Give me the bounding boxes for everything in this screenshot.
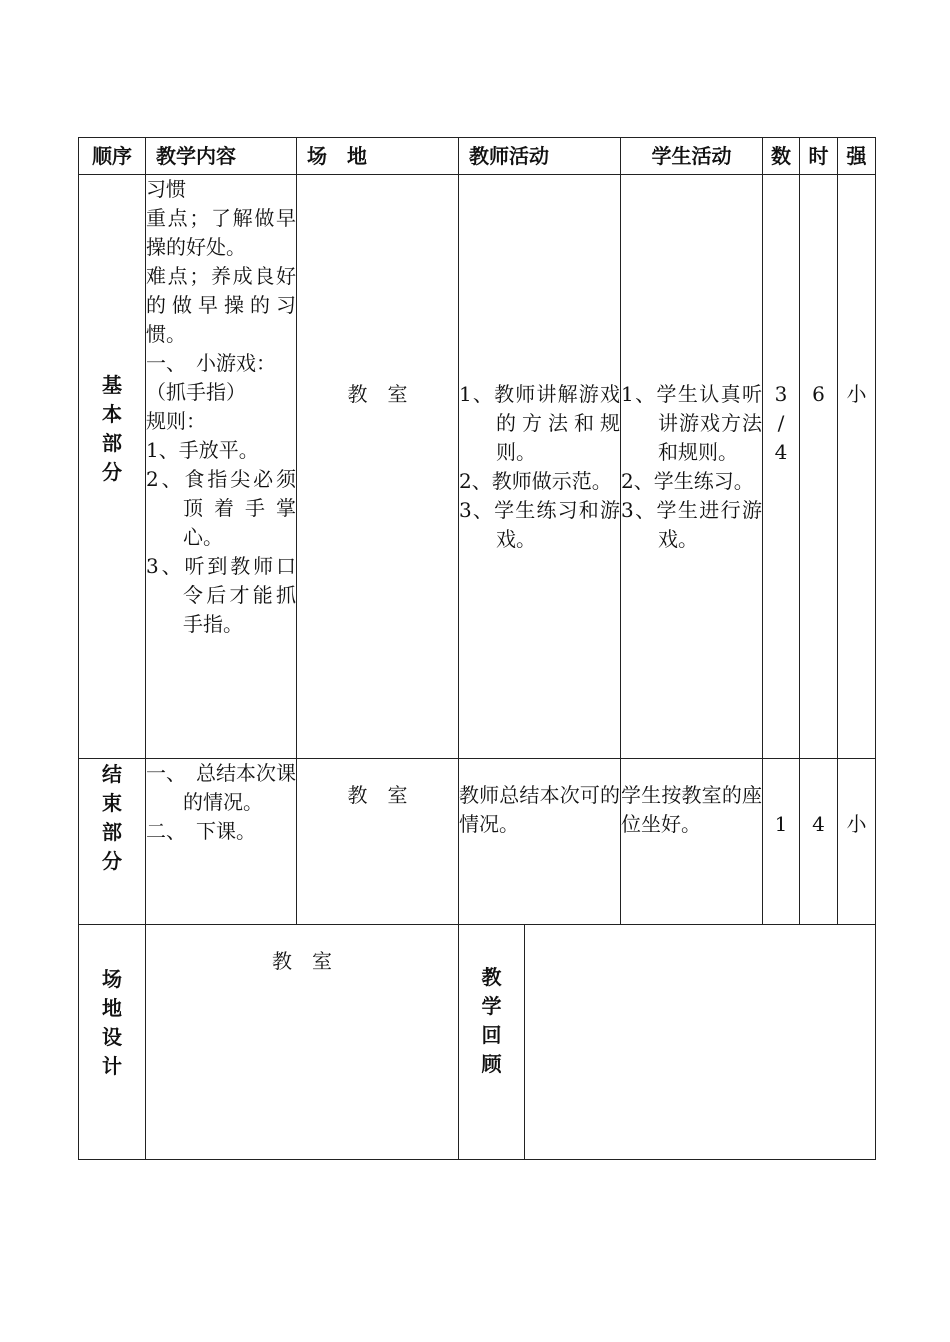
venue-text: 教 室 bbox=[347, 382, 408, 406]
header-time: 时 bbox=[800, 138, 838, 175]
lesson-plan-table bbox=[78, 137, 876, 1160]
content-line: 规则： bbox=[146, 409, 206, 433]
footer-label-char: 场 bbox=[102, 967, 122, 991]
count-char: 4 bbox=[774, 440, 788, 464]
student-activity-basic bbox=[621, 175, 763, 759]
footer-label-char: 学 bbox=[481, 994, 502, 1018]
content-line: 习惯 bbox=[146, 177, 186, 201]
count-ending: 1 bbox=[763, 759, 800, 925]
content-line: 二、 下课。 bbox=[146, 819, 256, 843]
intensity-ending: 小 bbox=[838, 759, 876, 925]
venue-basic bbox=[297, 175, 459, 759]
section-char: 分 bbox=[102, 849, 122, 873]
count-basic bbox=[763, 175, 800, 759]
section-label-basic bbox=[79, 175, 146, 759]
footer-label-char: 顾 bbox=[481, 1052, 502, 1076]
count-char: / bbox=[777, 411, 785, 435]
header-count: 数 bbox=[763, 138, 800, 175]
content-line: （抓手指） bbox=[146, 380, 246, 404]
content-line: 难点；养成良好的做早操的习惯。 bbox=[146, 264, 296, 346]
section-char: 基 bbox=[102, 373, 122, 397]
teacher-item: 1、教师讲解游戏的方法和规则。 bbox=[459, 382, 620, 464]
time-ending: 4 bbox=[800, 759, 838, 925]
header-order: 顺序 bbox=[79, 138, 146, 175]
section-char: 部 bbox=[102, 820, 122, 844]
content-line: 1、手放平。 bbox=[146, 438, 259, 462]
teacher-activity-ending bbox=[459, 759, 621, 925]
content-line: 3、听到教师口令后才能抓手指。 bbox=[146, 554, 296, 636]
teacher-activity-basic bbox=[459, 175, 621, 759]
student-item: 1、学生认真听讲游戏方法和规则。 bbox=[621, 382, 762, 464]
teacher-item: 2、教师做示范。 bbox=[459, 469, 612, 493]
student-item: 2、学生练习。 bbox=[621, 469, 754, 493]
site-design-content bbox=[146, 925, 459, 1160]
count-char: 3 bbox=[774, 382, 788, 406]
section-char: 结 bbox=[102, 762, 122, 786]
content-line: 2、食指尖必须顶着手掌心。 bbox=[146, 467, 296, 549]
header-student-activity: 学生活动 bbox=[621, 138, 763, 175]
content-line: 一、 小游戏： bbox=[146, 351, 276, 375]
student-item: 学生按教室的座位坐好。 bbox=[621, 783, 762, 836]
teacher-item: 教师总结本次可的情况。 bbox=[459, 783, 620, 836]
footer-label-char: 地 bbox=[102, 996, 122, 1020]
header-teacher-activity: 教师活动 bbox=[459, 138, 621, 175]
footer-label-char: 回 bbox=[481, 1023, 502, 1047]
site-design-text: 教 室 bbox=[272, 949, 332, 973]
section-char: 本 bbox=[102, 402, 122, 426]
content-ending bbox=[146, 759, 297, 925]
table-row-ending bbox=[79, 759, 876, 925]
section-char: 部 bbox=[102, 431, 122, 455]
venue-text: 教 室 bbox=[347, 783, 408, 807]
section-char: 束 bbox=[102, 791, 122, 815]
content-basic bbox=[146, 175, 297, 759]
venue-ending bbox=[297, 759, 459, 925]
content-line: 一、 总结本次课的情况。 bbox=[146, 761, 296, 814]
header-intensity: 强 bbox=[838, 138, 876, 175]
intensity-basic: 小 bbox=[838, 175, 876, 759]
teaching-review-cell bbox=[459, 925, 876, 1160]
footer-label-char: 计 bbox=[102, 1054, 122, 1078]
content-line: 重点；了解做早操的好处。 bbox=[146, 206, 296, 259]
teacher-item: 3、学生练习和游戏。 bbox=[459, 498, 620, 551]
student-activity-ending bbox=[621, 759, 763, 925]
header-content: 教学内容 bbox=[146, 138, 297, 175]
table-row-basic bbox=[79, 175, 876, 759]
footer-label-char: 设 bbox=[102, 1025, 122, 1049]
teaching-review-label bbox=[459, 925, 525, 1159]
header-venue: 场 地 bbox=[297, 138, 459, 175]
teaching-review-content bbox=[525, 925, 876, 1159]
table-row-footer bbox=[79, 925, 876, 1160]
table-header-row bbox=[79, 138, 876, 175]
footer-label-char: 教 bbox=[481, 965, 502, 989]
site-design-label bbox=[79, 925, 146, 1160]
section-label-ending bbox=[79, 759, 146, 925]
teaching-review-inner bbox=[459, 925, 875, 1159]
section-char: 分 bbox=[102, 460, 122, 484]
time-basic: 6 bbox=[800, 175, 838, 759]
student-item: 3、学生进行游戏。 bbox=[621, 498, 762, 551]
